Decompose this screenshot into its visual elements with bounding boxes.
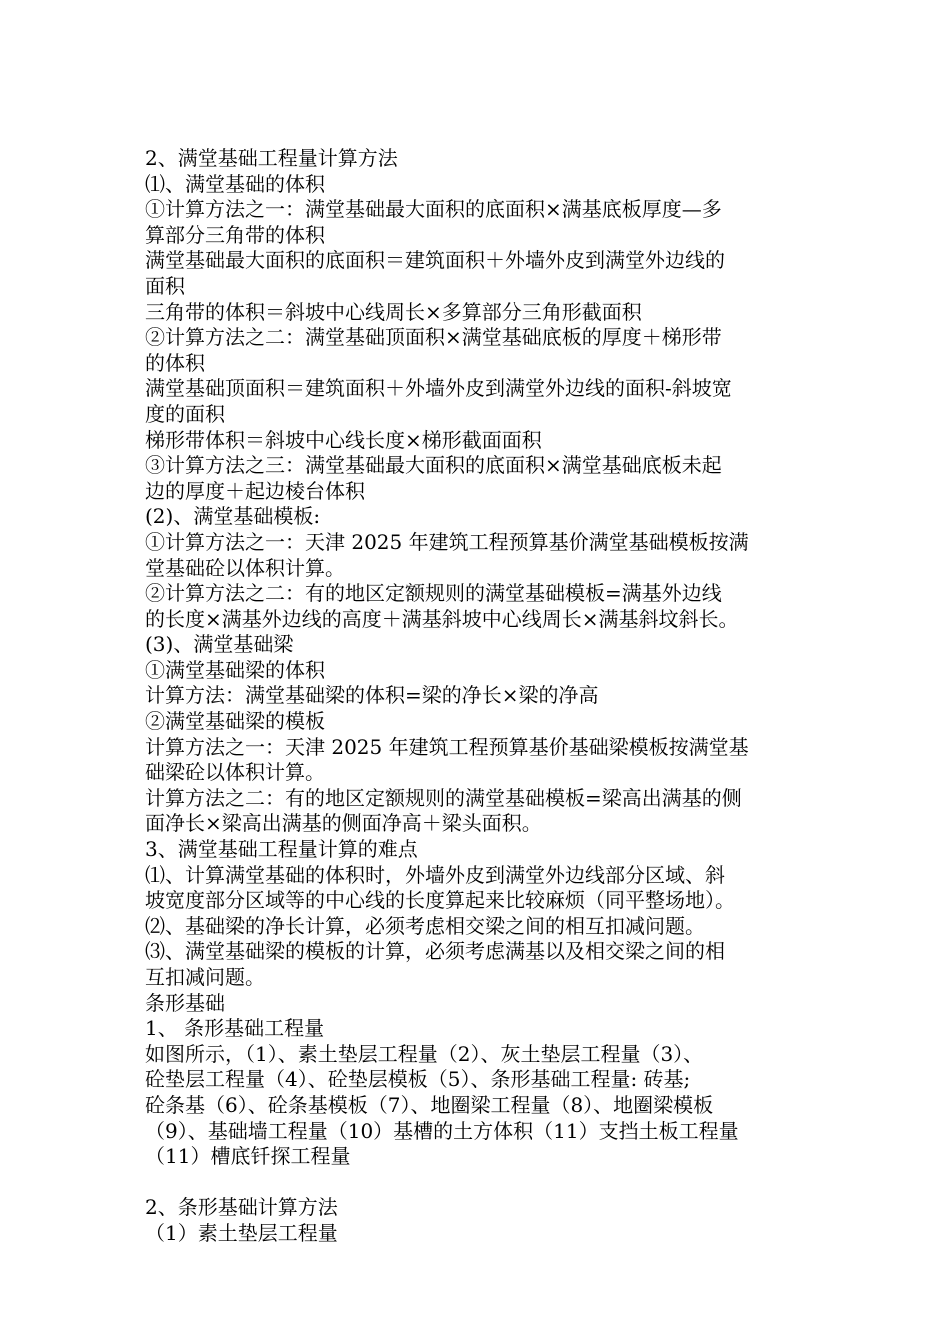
text-line: ①计算方法之一：满堂基础最大面积的底面积×满基底板厚度—多 bbox=[145, 197, 722, 222]
text-line: 计算方法之二：有的地区定额规则的满堂基础模板=梁高出满基的侧 bbox=[145, 785, 742, 810]
text-line: （9）、基础墙工程量（10）基槽的土方体积（11）支挡土板工程量 bbox=[145, 1118, 739, 1143]
text-line: 面净长×梁高出满基的侧面净高＋梁头面积。 bbox=[145, 811, 542, 836]
text-line: ③计算方法之三：满堂基础最大面积的底面积×满堂基础底板未起 bbox=[145, 453, 722, 478]
heading-full-raft-calc-method: 2、满堂基础工程量计算方法 bbox=[145, 146, 398, 170]
text-line: 三角带的体积＝斜坡中心线周长×多算部分三角形截面积 bbox=[145, 299, 642, 324]
subheading-plain-soil-cushion: （1）素土垫层工程量 bbox=[145, 1220, 338, 1245]
subheading-raft-formwork: (2)、满堂基础模板: bbox=[145, 504, 321, 529]
subheading-raft-beam: (3)、满堂基础梁 bbox=[145, 632, 294, 657]
text-line: 砼垫层工程量（4）、砼垫层模板（5）、条形基础工程量: 砖基; bbox=[145, 1067, 691, 1092]
text-line: ⑶、满堂基础梁的模板的计算，必须考虑满基以及相交梁之间的相 bbox=[145, 939, 725, 964]
text-line: ⑴、计算满堂基础的体积时，外墙外皮到满堂外边线部分区域、斜 bbox=[145, 862, 725, 887]
text-line: 的长度×满基外边线的高度＋满基斜坡中心线周长×满基斜坟斜长。 bbox=[145, 606, 739, 631]
document-body bbox=[145, 146, 810, 1247]
subheading-raft-volume: ⑴、满堂基础的体积 bbox=[145, 171, 325, 196]
text-line: ②计算方法之二：有的地区定额规则的满堂基础模板=满基外边线 bbox=[145, 581, 722, 606]
text-line: 的体积 bbox=[145, 350, 205, 375]
text-line: ①计算方法之一：天津 2025 年建筑工程预算基价满堂基础模板按满 bbox=[145, 529, 749, 554]
heading-raft-difficulties: 3、满堂基础工程量计算的难点 bbox=[145, 837, 418, 862]
text-line: ⑵、基础梁的净长计算，必须考虑相交梁之间的相互扣减问题。 bbox=[145, 913, 705, 938]
text-line: 算部分三角带的体积 bbox=[145, 222, 325, 247]
text-line: ②计算方法之二：满堂基础顶面积×满堂基础底板的厚度＋梯形带 bbox=[145, 325, 722, 350]
heading-strip-quantity: 1、 条形基础工程量 bbox=[145, 1016, 325, 1041]
text-line: ②满堂基础梁的模板 bbox=[145, 709, 325, 734]
text-line: 满堂基础最大面积的底面积＝建筑面积＋外墙外皮到满堂外边线的 bbox=[145, 248, 725, 273]
text-line: 堂基础砼以体积计算。 bbox=[145, 555, 345, 580]
text-line: 满堂基础顶面积＝建筑面积＋外墙外皮到满堂外边线的面积-斜坡宽 bbox=[145, 376, 732, 401]
text-line: 砼条基（6）、砼条基模板（7）、地圈梁工程量（8）、地圈梁模板 bbox=[145, 1092, 714, 1117]
heading-strip-calc-method: 2、条形基础计算方法 bbox=[145, 1195, 338, 1220]
text-line: 梯形带体积＝斜坡中心线长度×梯形截面面积 bbox=[145, 427, 542, 452]
text-line: 计算方法：满堂基础梁的体积=梁的净长×梁的净高 bbox=[145, 683, 599, 708]
text-line: 坡宽度部分区域等的中心线的长度算起来比较麻烦（同平整场地）。 bbox=[145, 888, 735, 913]
text-line: 度的面积 bbox=[145, 401, 225, 426]
text-line: 边的厚度＋起边棱台体积 bbox=[145, 478, 365, 503]
text-line: 计算方法之一：天津 2025 年建筑工程预算基价基础梁模板按满堂基 bbox=[145, 734, 749, 759]
text-line: （11）槽底钎探工程量 bbox=[145, 1144, 351, 1169]
blank-line bbox=[145, 1170, 810, 1196]
text-line: 如图所示，（1）、素土垫层工程量（2）、灰土垫层工程量（3）、 bbox=[145, 1041, 704, 1066]
text-line: 互扣减问题。 bbox=[145, 965, 265, 989]
heading-strip-foundation: 条形基础 bbox=[145, 990, 225, 1015]
text-line: 础梁砼以体积计算。 bbox=[145, 760, 325, 785]
text-line: 面积 bbox=[145, 273, 185, 298]
text-line: ①满堂基础梁的体积 bbox=[145, 657, 325, 682]
